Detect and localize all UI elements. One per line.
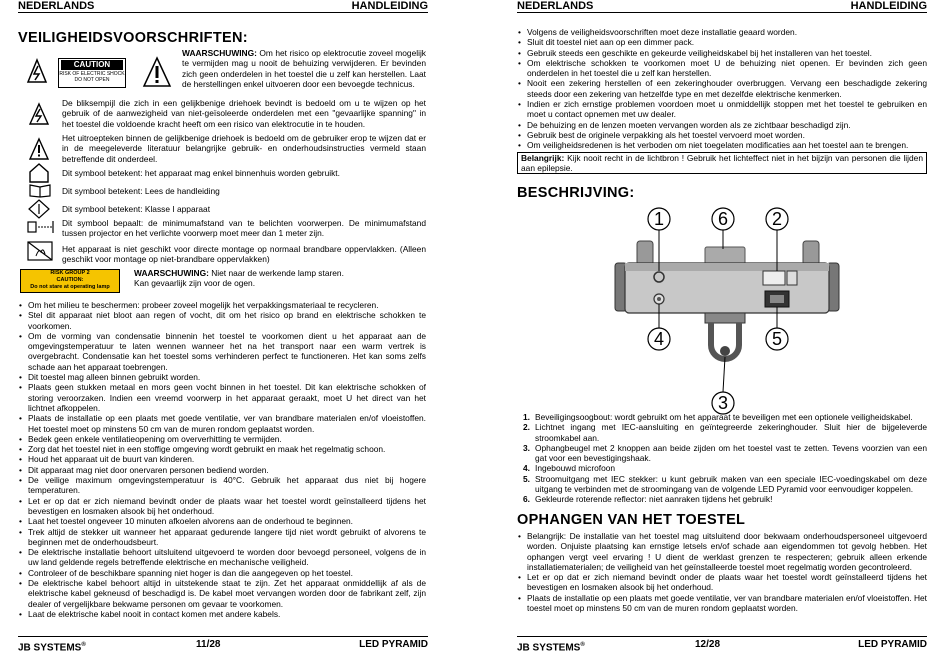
list-item: • Laat het toestel ongeveer 10 minuten afkoelen alvorens aan de onderhoud te beginnen. — [18, 516, 426, 526]
section-title-description: BESCHRIJVING: — [517, 185, 635, 201]
list-item: • De elektrische installatie behoort uitsluitend uitgevoerd te worden door bevoegd personeel, volgens de in uw land geldende regels betreffende elektrische en mechanische veiligheid. — [18, 547, 426, 568]
description-number: 5. — [523, 473, 530, 484]
symbol-text-exclamation: Het uitroepteken binnen de gelijkbenige driehoek is bedoeld om de gebruiker erop te wijzen dat er in de meegeleverde literatuur belangrijke gebruik- en onderhoudsinstructies vermeld staan betreffende dit onderdeel. — [62, 133, 426, 164]
callout-5: 5 — [771, 329, 782, 349]
list-item: • Let er op dat er zich niemand bevindt onder de plaats waar het toestel wordt geïnstalleerd tijdens het bevestigen en losmaken alsook bij het onderhoud. — [517, 572, 927, 593]
list-item: • Zorg dat het toestel niet in een stoffige omgeving wordt gebruikt en maak het regelmatig schoon. — [18, 444, 426, 454]
description-list — [523, 412, 927, 505]
list-item: • Om veiligheidsredenen is het verboden om niet toegelaten modificaties aan het toestel aan te brengen. — [517, 140, 927, 150]
caution-sign — [58, 58, 126, 88]
important-text: Kijk nooit recht in de lichtbron ! Gebruik het lichteffect niet in het bijzijn van personen die lijden aan epilepsie. — [521, 152, 923, 173]
caution-line1: RISK OF ELECTRIC SHOCK — [59, 71, 125, 77]
callout-6: 6 — [717, 209, 728, 229]
list-item: • Controleer of de beschikbare spanning niet hoger is dan die aangegeven op het toestel. — [18, 568, 426, 578]
list-item: • De veilige maximum omgevingstemperatuur is 40°C. Gebruik het apparaat dus niet bij hogere temperaturen. — [18, 475, 426, 496]
list-item: • Laat de elektrische kabel nooit in contact komen met andere kabels. — [18, 609, 426, 619]
header-title: HANDLEIDING — [351, 0, 428, 12]
exclamation-triangle-icon — [142, 56, 172, 93]
symbol-text-class1: Dit symbool betekent: Klasse I apparaat — [62, 204, 211, 214]
risk-line2: CAUTION: — [56, 277, 84, 283]
description-text: Stroomuitgang met IEC stekker: u kunt gebruik maken van een speciale IEC-voedingskabel om deze uitgang te verbinden met de stroomingang van de volgende LED Pyramid voor eenvoudiger koppelen. — [535, 473, 927, 495]
important-label: Belangrijk: — [521, 152, 565, 163]
symbol-text-book: Dit symbool betekent: Lees de handleiding — [62, 186, 220, 196]
caution-line2: DO NOT OPEN — [74, 77, 110, 83]
risk-group-sign — [20, 269, 120, 293]
description-text: Lichtnet ingang met IEC-aansluiting en geïntegreerde zekeringhouder. Sluit hier de bijgeleverde stroomkabel aan. — [535, 422, 927, 443]
page-header — [18, 0, 428, 13]
callout-2: 2 — [771, 209, 782, 229]
list-item: • Dit apparaat mag niet door onervaren personen bediend worden. — [18, 465, 426, 475]
list-item: • Plaats de installatie op een plaats met goede ventilatie, ver van brandbare materialen en/of vloeistoffen. Het toestel moet op minstens 50 cm van de muren rondom geplaatst worden. — [18, 413, 426, 434]
footer-page-number: 11/28 — [196, 639, 221, 650]
list-item: • Houd het apparaat uit de buurt van kinderen. — [18, 454, 426, 464]
description-text: Beveiligingsoogbout: wordt gebruikt om het apparaat te beveiligen met een optionele veiligheidskabel. — [535, 412, 913, 422]
description-item — [523, 474, 927, 495]
symbol-text-house: Dit symbool betekent: het apparaat mag enkel binnenhuis worden gebruikt. — [62, 168, 340, 178]
warning-label: WAARSCHUWING: — [182, 48, 257, 58]
list-item: • Sluit dit toestel niet aan op een dimmer pack. — [517, 37, 927, 47]
list-item: • Gebruik steeds een geschikte en gekeurde veiligheidskabel bij het installeren van het toestel. — [517, 48, 927, 58]
page-footer — [517, 636, 927, 653]
safety-bullet-list — [18, 300, 426, 619]
warning-text: Om het risico op elektrocutie zoveel mogelijk te vermijden mag u nooit de behuizing verwijderen. Er bevinden zich geen onderdelen in het toestel die u zelf kan herstellen. Laat de herstellingen enkel uitvoeren door een bevoegde technicus. — [182, 48, 426, 89]
list-item: • Om het milieu te beschermen: probeer zoveel mogelijk het verpakkingsmateriaal te recycleren. — [18, 300, 426, 310]
warning-paragraph — [182, 48, 426, 89]
device-diagram — [613, 205, 843, 442]
list-item: • Om de vorming van condensatie binnenin het toestel te voorkomen dient u het apparaat aan de omgevingstemperatuur te laten wennen wanneer het na het transport naar een warm vertrek is overgebracht. Condensatie kan het toestel soms verhinderen perfect te functioneren. Het kan soms zelfs schade aan het apparaat toebrengen. — [18, 331, 426, 372]
description-item — [523, 443, 927, 464]
section-title-mounting: OPHANGEN VAN HET TOESTEL — [517, 512, 746, 528]
list-item: • Dit toestel mag alleen binnen gebruikt worden. — [18, 372, 426, 382]
symbol-text-flammable: Het apparaat is niet geschikt voor directe montage op normaal brandbare oppervlakken. (Alleen geschikt voor montage op niet-brandbare oppervlakken) — [62, 244, 426, 265]
symbol-text-lightning: De bliksempijl die zich in een gelijkbenige driehoek bevindt is bedoeld om u te wijzen op het gebruik of de aanwezigheid van niet-geïsoleerde onderdelen met een "gevaarlijke spanning" in het toestel die voldoende kracht heeft om een risico van elektrocutie in te houden. — [62, 98, 426, 129]
right-page — [517, 0, 937, 654]
list-item: • Volgens de veiligheidsvoorschriften moet deze installatie geaard worden. — [517, 27, 927, 37]
symbol-text-distance: Dit symbool bepaalt: de minimumafstand van te belichten voorwerpen. De minimumafstand tussen projector en het verlichte voorwerp moet meer dan 1 meter zijn. — [62, 218, 426, 239]
section-title-safety: VEILIGHEIDSVOORSCHRIFTEN: — [18, 30, 248, 46]
list-item: • Om elektrische schokken te voorkomen moet U de behuizing niet openen. Er bevinden zich geen onderdelen in het toestel die u zelf kan herstellen. — [517, 58, 927, 79]
list-item: • Bedek geen enkele ventilatieopening om oververhitting te vermijden. — [18, 434, 426, 444]
distance-icon — [26, 218, 56, 241]
description-number: 1. — [523, 412, 530, 422]
callout-1: 1 — [653, 209, 664, 229]
important-box — [517, 152, 927, 175]
mounting-bullet-list — [517, 531, 927, 613]
description-item — [523, 463, 927, 473]
list-item: • De elektrische kabel behoort altijd in uitstekende staat te zijn. Zet het apparaat onmiddellijk af als de elektrische kabel gekneusd of beschadigd is. De kabel moet vervangen worden door de fabrikant zelf, zijn dealer of vergelijkbare bekwame personen om gevaar te voorkomen. — [18, 578, 426, 609]
description-number: 6. — [523, 494, 530, 505]
description-item — [523, 494, 927, 504]
list-item: • De behuizing en de lenzen moeten vervangen worden als ze zichtbaar beschadigd zijn. — [517, 120, 927, 130]
lamp-warning — [134, 268, 424, 289]
description-number: 2. — [523, 422, 530, 433]
list-item: • Nooit een zekering herstellen of een zekeringhouder overbruggen. Vervang een beschadigde zekering steeds door een zekering van hetzelfde type en met dezelfde elektrische kenmerken. — [517, 78, 927, 99]
callout-3: 3 — [717, 393, 728, 413]
list-item: • Plaats de installatie op een plaats met goede ventilatie, ver van brandbare materialen en/of vloeistoffen. Het toestel moet op minstens 50 cm van de muren rondom geplaatst worden. — [517, 593, 927, 614]
footer-page-number: 12/28 — [695, 639, 721, 650]
description-text: Gekleurde roterende reflector: niet aanraken tijdens het gebruik! — [535, 494, 773, 505]
description-text: Ingebouwd microfoon — [535, 463, 616, 474]
footer-product: LED PYRAMID — [359, 639, 428, 650]
page-header — [517, 0, 927, 13]
lamp-warning-text: Niet naar de werkende lamp staren. — [208, 268, 344, 278]
left-page — [18, 0, 438, 654]
description-number: 4. — [523, 463, 530, 474]
safety-bullet-list-continued — [517, 27, 927, 174]
list-item: • Belangrijk: De installatie van het toestel mag uitsluitend door bekwaam onderhoudspersoneel uitgevoerd worden. Onjuiste plaatsing kan ernstige letsels en/of schade aan eigendommen tot gevolg hebben. Het ophangen vergt veel ervaring ! U dient de werklast grenzen te respecteren; gebruik alleen erkende installatiematerialen; de veiligheid van het geïnstalleerde toestel moet regelmatig worden gecontroleerd. — [517, 531, 927, 572]
description-item — [523, 412, 927, 422]
lightning-triangle-icon — [26, 58, 48, 89]
list-item: • Trek altijd de stekker uit wanneer het apparaat gedurende langere tijd niet wordt gebruikt of alvorens te beginnen met de onderhoudsbeurt. — [18, 527, 426, 548]
header-title: HANDLEIDING — [850, 0, 927, 12]
risk-line1: RISK GROUP 2 — [50, 270, 90, 276]
description-item — [523, 422, 927, 443]
lamp-warning-label: WAARSCHUWING: — [134, 268, 209, 278]
lamp-warning-text2: Kan gevaarlijk zijn voor de ogen. — [134, 278, 256, 289]
header-language: NEDERLANDS — [18, 0, 95, 12]
list-item: • Stel dit apparaat niet bloot aan regen of vocht, dit om het risico op brand en elektrische schokken te voorkomen. — [18, 310, 426, 331]
flammable-surface-icon — [26, 240, 54, 267]
lightning-icon — [28, 102, 50, 131]
risk-line3: Do not stare at operating lamp — [30, 284, 110, 290]
page-footer — [18, 636, 428, 653]
list-item: • Indien er zich ernstige problemen voordoen moet u onmiddellijk stoppen met het toestel te gebruiken en moet u contact opnemen met uw dealer. — [517, 99, 927, 120]
footer-product: LED PYRAMID — [858, 639, 927, 650]
footer-brand: JB SYSTEMS® — [517, 642, 585, 654]
list-item: • Let er op dat er zich niemand bevindt onder de plaats waar het toestel wordt geïnstalleerd tijdens het bevestigen en losmaken alsook bij het onderhoud. — [18, 496, 426, 517]
description-text: Ophangbeugel met 2 knoppen aan beide zijden om het toestel vast te zetten. Tevens voorzien van een gat voor een bevestigingshaak. — [535, 442, 927, 464]
header-language: NEDERLANDS — [517, 0, 594, 12]
description-number: 3. — [523, 442, 530, 453]
footer-brand: JB SYSTEMS® — [18, 642, 86, 654]
list-item: • Gebruik best de originele verpakking als het toestel vervoerd moet worden. — [517, 130, 927, 140]
caution-label: CAUTION — [61, 60, 123, 70]
list-item: • Plaats geen stukken metaal en mors geen vocht binnen in het toestel. Dit kan elektrische schokken of storing veroorzaken. Indien een vreemd voorwerp in het apparaat geraakt, moet U het direct van het lichtnet afkoppelen. — [18, 382, 426, 413]
callout-4: 4 — [653, 329, 664, 349]
